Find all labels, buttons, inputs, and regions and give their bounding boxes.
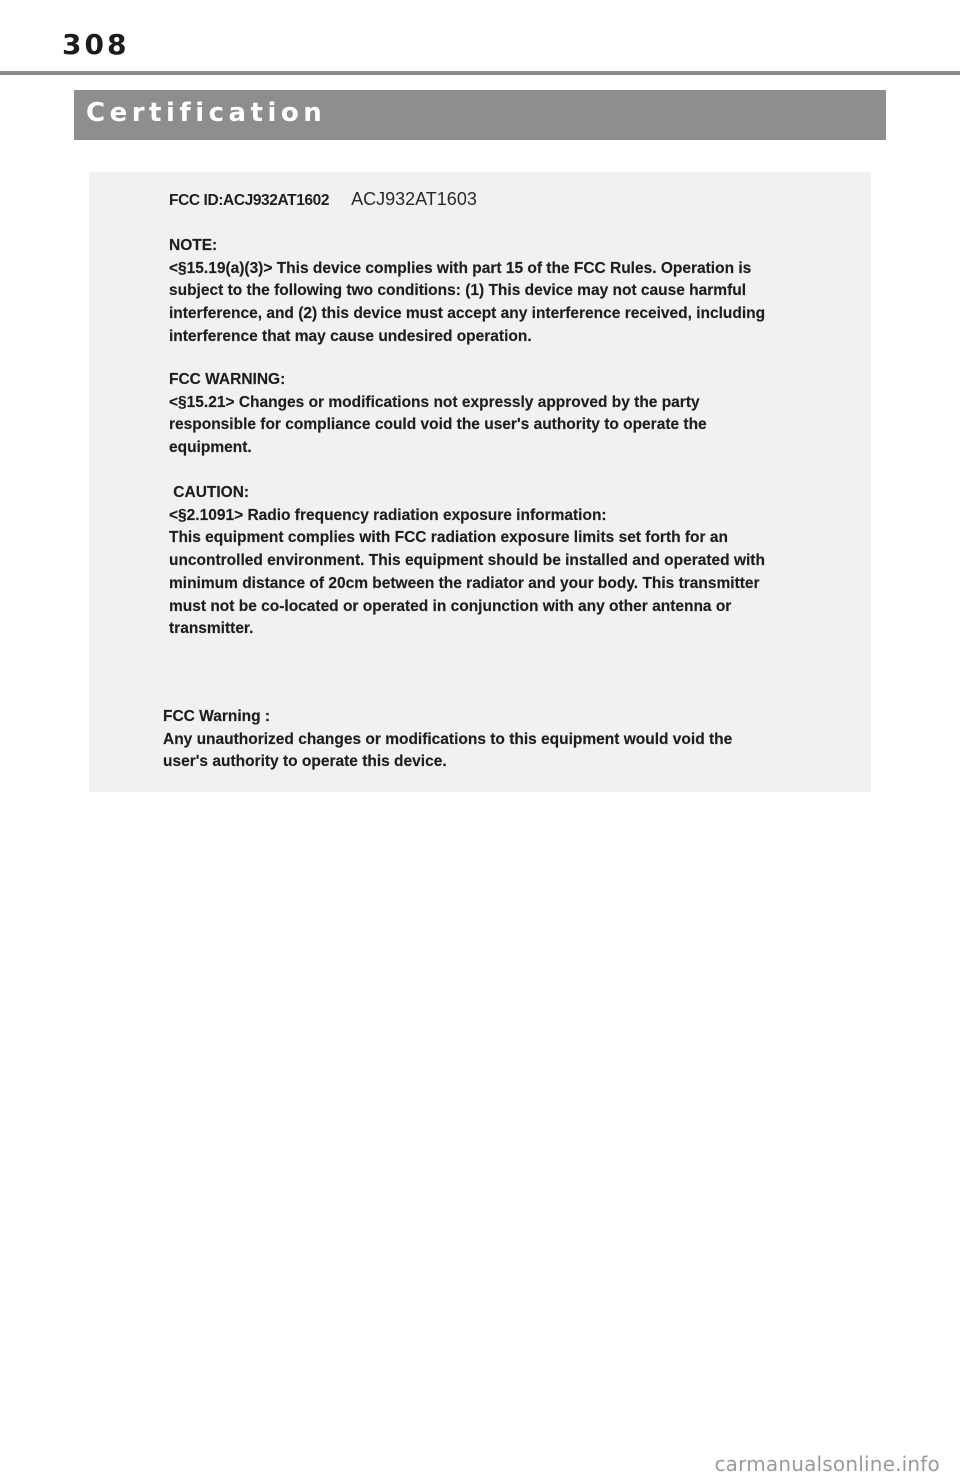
watermark-text: carmanualsonline.info bbox=[714, 1452, 940, 1476]
fcc-warning-2-text-line: Any unauthorized changes or modifications to this equipment would void the bbox=[163, 730, 733, 748]
fcc-id-second: ACJ932AT1603 bbox=[351, 189, 477, 209]
caution-text-line: must not be co-located or operated in conjunction with any other antenna or bbox=[169, 597, 732, 615]
caution-heading: CAUTION: bbox=[169, 484, 250, 501]
section-title: Certification bbox=[86, 98, 327, 128]
section-header-bar bbox=[74, 90, 886, 140]
fcc-warning-2-text-line: user's authority to operate this device. bbox=[163, 753, 447, 771]
note-text-line: subject to the following two conditions: (1) This device may not cause harmful bbox=[169, 282, 747, 300]
caution-text-line: <§2.1091> Radio frequency radiation exposure information: bbox=[169, 506, 607, 524]
fcc-warning-2-heading: FCC Warning : bbox=[163, 708, 271, 725]
caution-text-line: transmitter. bbox=[169, 620, 254, 638]
note-block bbox=[169, 235, 765, 349]
note-heading: NOTE: bbox=[169, 237, 218, 254]
page-number: 308 bbox=[62, 28, 130, 61]
note-text-line: interference, and (2) this device must accept any interference received, including bbox=[169, 305, 766, 323]
caution-text-line: This equipment complies with FCC radiation exposure limits set forth for an bbox=[169, 529, 728, 547]
fcc-warning-text-line: responsible for compliance could void the user's authority to operate the bbox=[169, 416, 707, 434]
fcc-id-line bbox=[169, 189, 477, 210]
note-text-line: <§15.19(a)(3)> This device complies with part 15 of the FCC Rules. Operation is bbox=[169, 259, 752, 277]
header-divider bbox=[0, 71, 960, 75]
note-text-line: interference that may cause undesired operation. bbox=[169, 327, 532, 345]
fcc-id-label: FCC ID:ACJ932AT1602 bbox=[169, 192, 330, 209]
fcc-warning-text-line: <§15.21> Changes or modifications not expressly approved by the party bbox=[169, 393, 700, 411]
fcc-warning-text-line: equipment. bbox=[169, 439, 252, 457]
fcc-warning-2-block bbox=[163, 706, 732, 774]
fcc-warning-heading: FCC WARNING: bbox=[169, 371, 286, 388]
caution-text-line: uncontrolled environment. This equipment should be installed and operated with bbox=[169, 552, 765, 570]
fcc-warning-block bbox=[169, 369, 707, 460]
caution-block bbox=[169, 482, 765, 641]
caution-text-line: minimum distance of 20cm between the radiator and your body. This transmitter bbox=[169, 574, 760, 592]
certification-panel bbox=[89, 172, 871, 792]
